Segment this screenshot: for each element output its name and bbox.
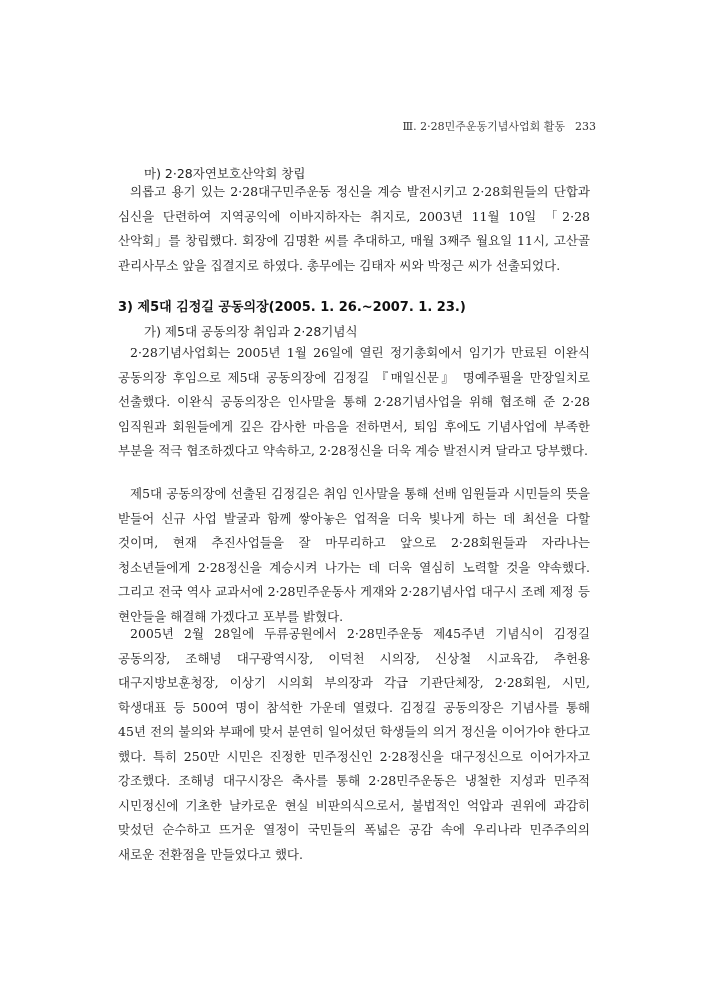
- page-number: 233: [575, 120, 596, 133]
- subheading-ma: 마) 2·28자연보호산악회 창립: [144, 166, 306, 181]
- paragraph-election: 2·28기념사업회는 2005년 1월 26일에 열린 정기총회에서 임기가 만료된 이완식 공동의장 후임으로 제5대 공동의장에 김정길 『매일신문』 명예주필을 만장일치로 선출했다. 이완식 공동의장은 인사말을 통해 2·28기념사업을 위해 협조해 준 2·28 임직원과 회원들에게 깊은 감사한 마음을 전하면서, 퇴임 후에도 기념사업에 부족한 부분을 적극 협조하겠다고 약속하고, 2·28정신을 더욱 계승 발전시켜 달라고 당부했다.: [118, 345, 590, 458]
- subheading-ga: 가) 제5대 공동의장 취임과 2·28기념식: [144, 324, 358, 339]
- running-title: Ⅲ. 2·28민주운동기념사업회 활동: [402, 120, 565, 133]
- paragraph-ceremony: 2005년 2월 28일에 두류공원에서 2·28민주운동 제45주년 기념식이 김정길 공동의장, 조해녕 대구광역시장, 이덕천 시의장, 신상철 시교육감, 추헌용 대구지방보훈청장, 이상기 시의회 부의장과 각급 기관단체장, 2·28회원, 시민, 학생대표 등 500여 명이 참석한 가운데 열렸다. 김정길 공동의장은 기념사를 통해 45년 전의 불의와 부패에 맞서 분연히 일어섰던 학생들의 의거 정신을 이어가야 한다고 했다. 특히 250만 시민은 진정한 민주정신인 2·28정신을 대구정신으로 이어가자고 강조했다. 조해녕 대구시장은 축사를 통해 2·28민주운동은 냉철한 지성과 민주적 시민정신에 기초한 날카로운 현실 비판의식으로서, 불법적인 억압과 권위에 과감히 맞섰던 순수하고 뜨거운 열정이 국민들의 폭넓은 공감 속에 우리나라 민주주의의 새로운 전환점을 만들었다고 했다.: [118, 626, 590, 862]
- paragraph-mountain-club: 의롭고 용기 있는 2·28대구민주운동 정신을 계승 발전시키고 2·28회원들의 단합과 심신을 단련하여 지역공익에 이바지하자는 취지로, 2003년 11월 10일 「2·28 산악회」를 창립했다. 회장에 김명환 씨를 추대하고, 매월 3째주 월요일 11시, 고산골 관리사무소 앞을 집결지로 하였다. 총무에는 김태자 씨와 박정근 씨가 선출되었다.: [118, 184, 590, 273]
- section-heading-3: 3) 제5대 김정길 공동의장(2005. 1. 26.~2007. 1. 23.): [118, 300, 466, 315]
- paragraph-inaugural-speech: 제5대 공동의장에 선출된 김정길은 취임 인사말을 통해 선배 임원들과 시민들의 뜻을 받들어 신규 사업 발굴과 함께 쌓아놓은 업적을 더욱 빛나게 하는 데 최선을 다할 것이며, 현재 추진사업들을 잘 마무리하고 앞으로 2·28회원들과 자라나는 청소년들에게 2·28정신을 계승시켜 나가는 데 더욱 열심히 노력할 것을 약속했다. 그리고 전국 역사 교과서에 2·28민주운동사 게재와 2·28기념사업 대구시 조례 제정 등 현안들을 해결해 가겠다고 포부를 밝혔다.: [118, 486, 590, 624]
- running-header: [386, 118, 596, 134]
